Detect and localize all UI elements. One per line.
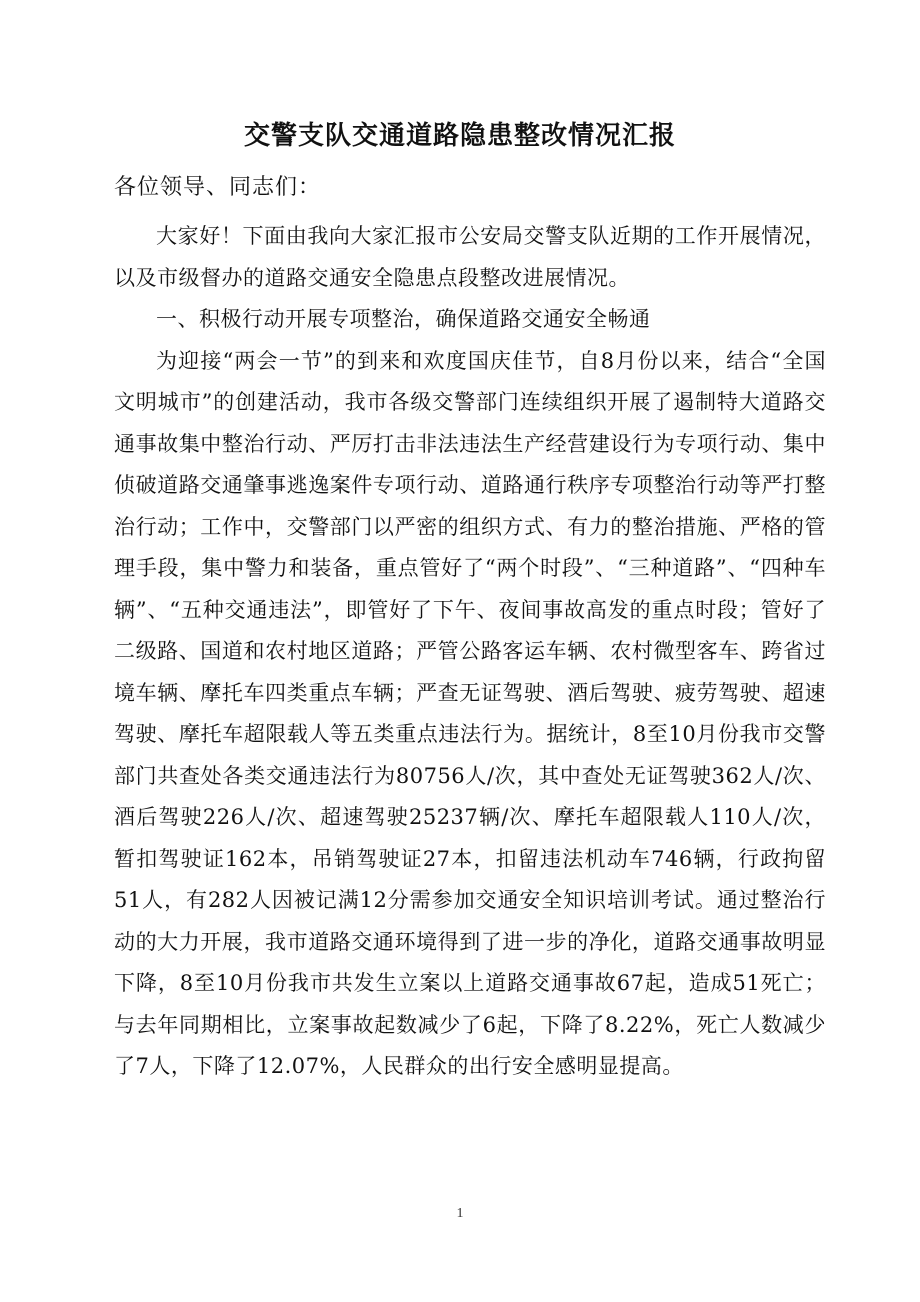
page-number: 1 (456, 1206, 464, 1221)
section-heading: 一、积极行动开展专项整治，确保道路交通安全畅通 (156, 307, 651, 331)
salutation: 各位领导、同志们： (114, 175, 322, 200)
main-paragraph: 为迎接“两会一节”的到来和欢度国庆佳节，自8月份以来，结合“全国文明城市”的创建活动，我市各级交警部门连续组织开展了遏制特大道路交通事故集中整治行动、严厉打击非法违法生产经营建设行为专项行动、集中侦破道路交通肇事逃逸案件专项行动、道路通行秩序专项整治行动等严打整治行动；工作中，交警部门以严密的组织方式、有力的整治措施、严格的管理手段，集中警力和装备，重点管好了“两个时段”、“三种道路”、“四种车辆”、“五种交通违法”，即管好了下午、夜间事故高发的重点时段；管好了二级路、国道和农村地区道路；严管公路客运车辆、农村微型客车、跨省过境车辆、摩托车四类重点车辆；严查无证驾驶、酒后驾驶、疲劳驾驶、超速驾驶、摩托车超限载人等五类重点违法行为。据统计，8至10月份我市交警部门共查处各类交通违法行为80756人/次，其中查处无证驾驶362人/次、酒后驾驶226人/次、超速驾驶25237辆/次、摩托车超限载人110人/次，暂扣驾驶证162本，吊销驾驶证27本，扣留违法机动车746辆，行政拘留51人，有282人因被记满12分需参加交通安全知识培训考试。通过整治行动的大力开展，我市道路交通环境得到了进一步的净化，道路交通事故明显下降，8至10月份我市共发生立案以上道路交通事故67起，造成51死亡；与去年同期相比，立案事故起数减少了6起，下降了8.22%，死亡人数减少了7人，下降了12.07%，人民群众的出行安全感明显提高。 (114, 348, 826, 1078)
document-title: 交警支队交通道路隐患整改情况汇报 (243, 121, 676, 151)
document-body (114, 216, 826, 1088)
intro-paragraph: 大家好！下面由我向大家汇报市公安局交警支队近期的工作开展情况，以及市级督办的道路交通安全隐患点段整改进展情况。 (114, 224, 826, 290)
